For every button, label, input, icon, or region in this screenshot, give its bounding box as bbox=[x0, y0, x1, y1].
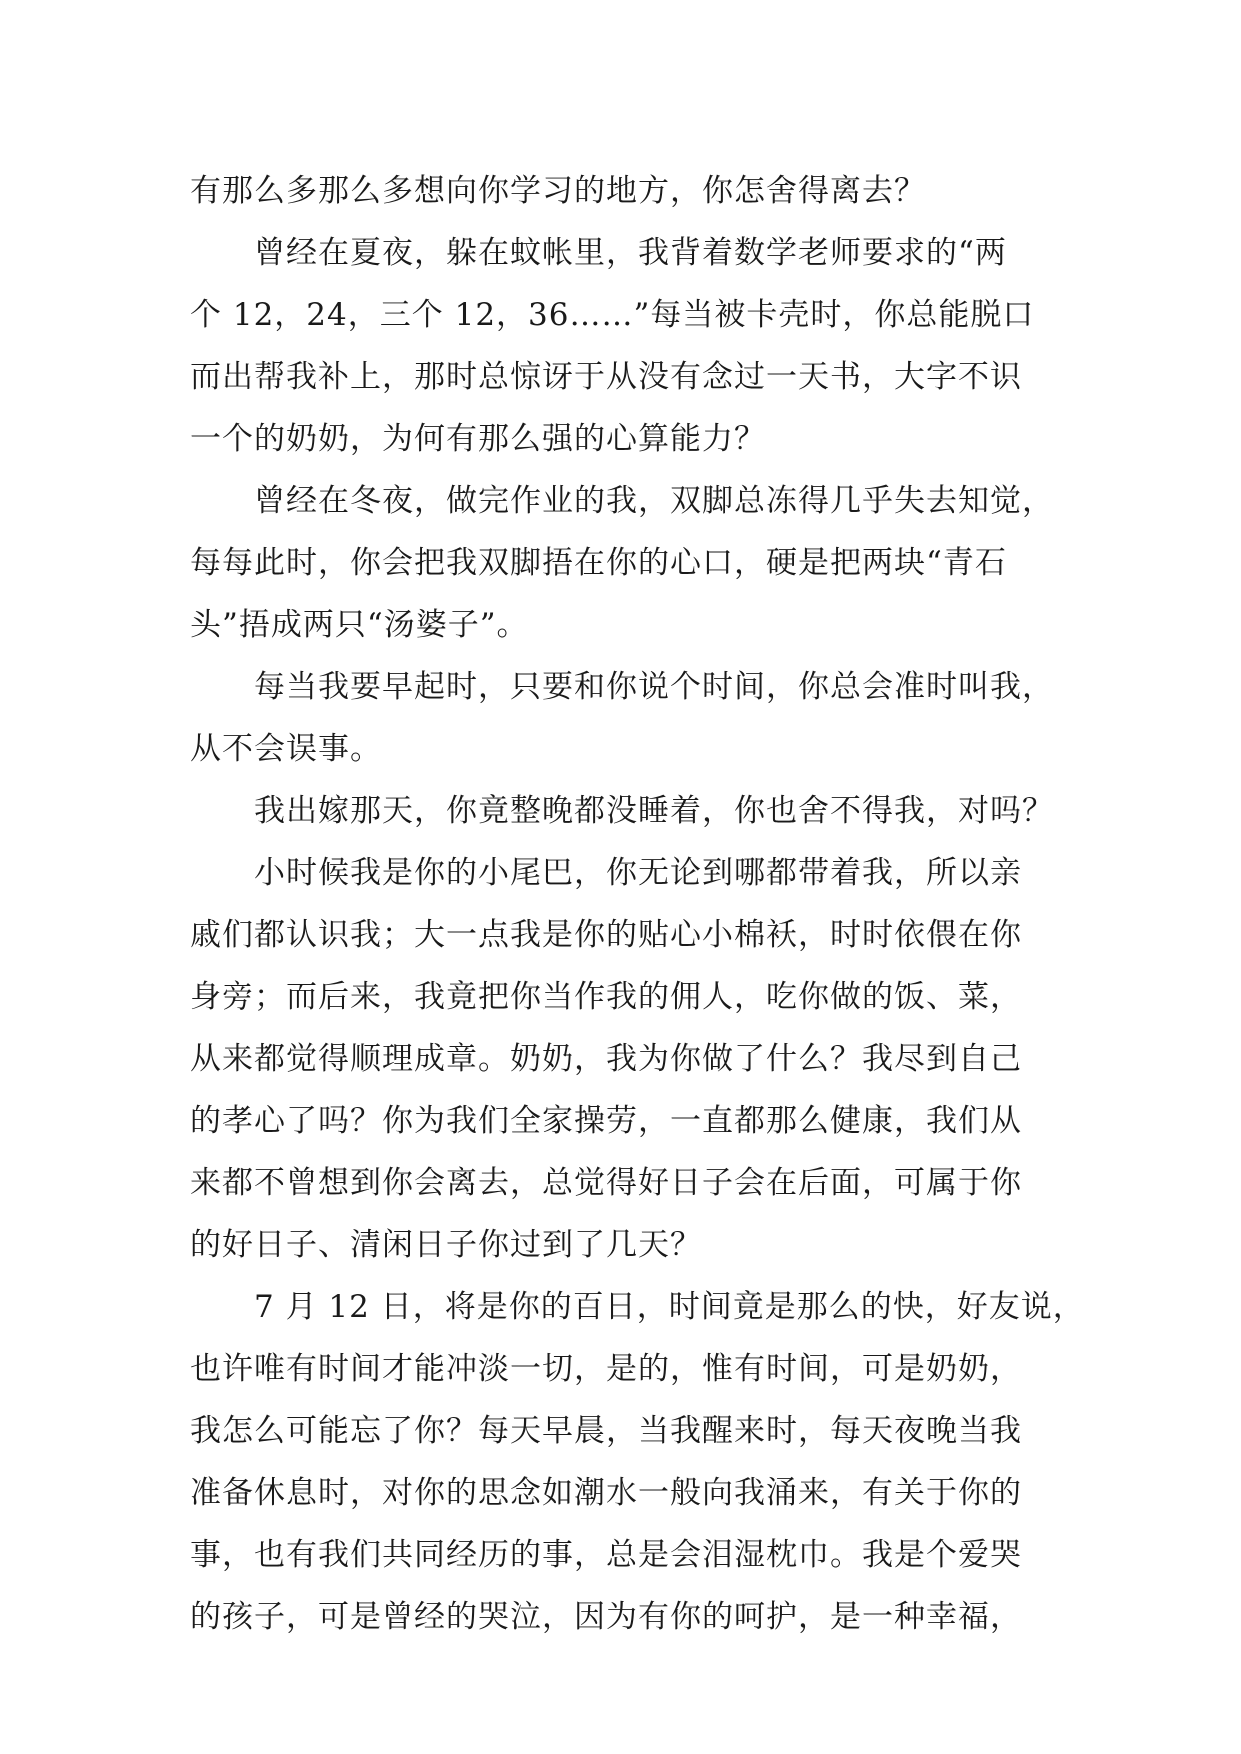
text-line: 的孩子，可是曾经的哭泣，因为有你的呵护，是一种幸福， bbox=[190, 1599, 1022, 1635]
text-line: 的孝心了吗？你为我们全家操劳，一直都那么健康，我们从 bbox=[190, 1103, 1022, 1139]
text-line: 戚们都认识我；大一点我是你的贴心小棉袄，时时依偎在你 bbox=[190, 917, 1022, 953]
text-line: 有那么多那么多想向你学习的地方，你怎舍得离去？ bbox=[190, 173, 926, 209]
text-line: 的好日子、清闲日子你过到了几天？ bbox=[190, 1227, 702, 1263]
text-line: 也许唯有时间才能冲淡一切，是的，惟有时间，可是奶奶， bbox=[190, 1351, 1022, 1387]
text-line: 7 月 12 日，将是你的百日，时间竟是那么的快，好友说， bbox=[254, 1289, 1085, 1325]
text-line: 我出嫁那天，你竟整晚都没睡着，你也舍不得我，对吗？ bbox=[254, 793, 1054, 829]
text-line: 每每此时，你会把我双脚捂在你的心口，硬是把两块“青石 bbox=[190, 545, 1007, 581]
text-line: 而出帮我补上，那时总惊讶于从没有念过一天书，大字不识 bbox=[190, 359, 1022, 395]
text-line: 从不会误事。 bbox=[190, 731, 382, 767]
text-line: 头”捂成两只“汤婆子”。 bbox=[190, 607, 529, 643]
text-line: 身旁；而后来，我竟把你当作我的佣人，吃你做的饭、菜， bbox=[190, 979, 1022, 1015]
text-line: 曾经在冬夜，做完作业的我，双脚总冻得几乎失去知觉， bbox=[254, 483, 1054, 519]
text-line: 一个的奶奶，为何有那么强的心算能力？ bbox=[190, 421, 766, 457]
text-line: 来都不曾想到你会离去，总觉得好日子会在后面，可属于你 bbox=[190, 1165, 1022, 1201]
text-line: 准备休息时，对你的思念如潮水一般向我涌来，有关于你的 bbox=[190, 1475, 1022, 1511]
text-line: 我怎么可能忘了你？每天早晨，当我醒来时，每天夜晚当我 bbox=[190, 1413, 1022, 1449]
text-line: 曾经在夏夜，躲在蚊帐里，我背着数学老师要求的“两 bbox=[254, 235, 1007, 271]
document-body bbox=[190, 160, 1085, 1648]
text-line: 每当我要早起时，只要和你说个时间，你总会准时叫我， bbox=[254, 669, 1054, 705]
text-line: 从来都觉得顺理成章。奶奶，我为你做了什么？我尽到自己 bbox=[190, 1041, 1022, 1077]
text-line: 事，也有我们共同经历的事，总是会泪湿枕巾。我是个爱哭 bbox=[190, 1537, 1022, 1573]
text-line: 小时候我是你的小尾巴，你无论到哪都带着我，所以亲 bbox=[254, 855, 1022, 891]
text-line: 个 12，24，三个 12，36……”每当被卡壳时，你总能脱口 bbox=[190, 297, 1035, 333]
